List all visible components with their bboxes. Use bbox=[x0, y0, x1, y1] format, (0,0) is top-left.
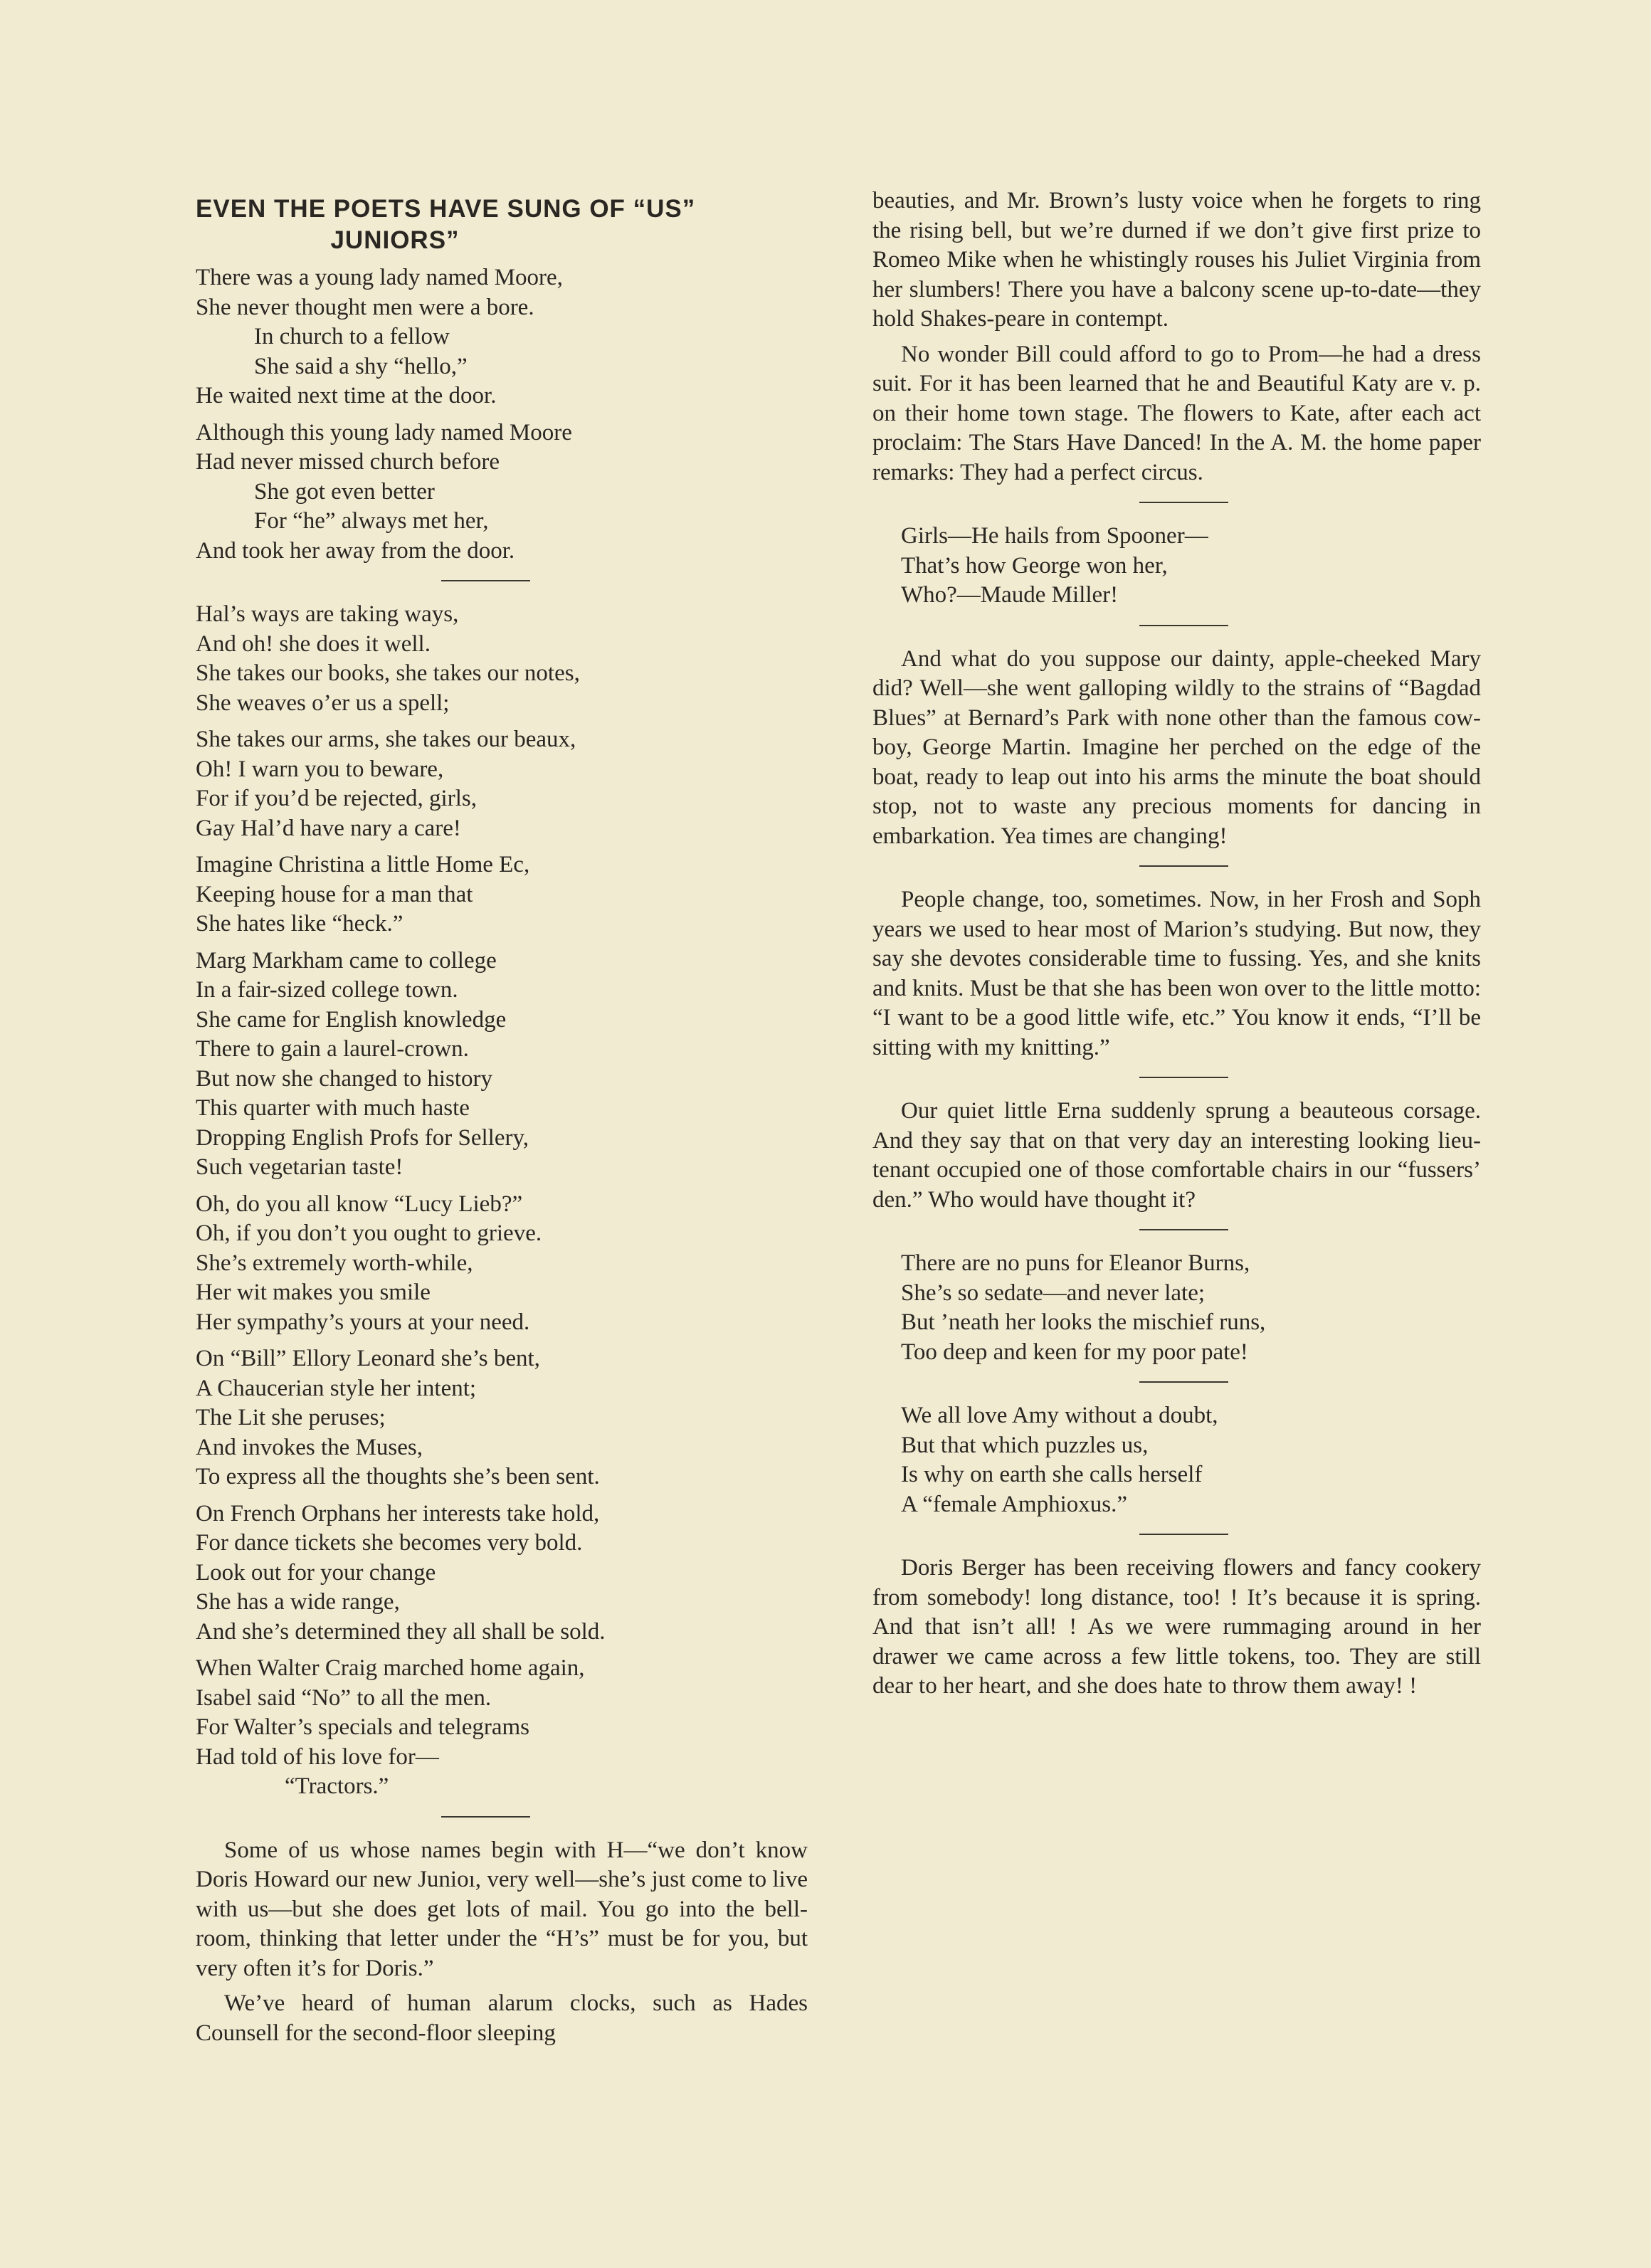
verse-line: Such vegetarian taste! bbox=[196, 1154, 403, 1180]
verse-line: Oh, if you don’t you ought to grieve. bbox=[196, 1220, 542, 1246]
verse-line: For Walter’s specials and telegrams bbox=[196, 1714, 529, 1740]
verse-line: Is why on earth she calls herself bbox=[901, 1462, 1203, 1487]
verse-line: For dance tickets she becomes very bold. bbox=[196, 1530, 583, 1556]
section-title bbox=[196, 194, 808, 256]
christina-poem bbox=[196, 850, 808, 939]
verse-line: Hal’s ways are taking ways, bbox=[196, 601, 459, 627]
verse-line: She takes our books, she takes our notes, bbox=[196, 660, 580, 686]
verse-line: There to gain a laurel-crown. bbox=[196, 1036, 469, 1062]
verse-line: Had never missed church before bbox=[196, 449, 500, 475]
verse-line: Imagine Christina a little Home Ec, bbox=[196, 852, 530, 877]
verse-line: That’s how George won her, bbox=[901, 552, 1168, 579]
alarum-clocks-paragraph: We’ve heard of human alarum clocks, such as Hades Counsell for the second-floor sleeping bbox=[196, 1990, 808, 2046]
verse-line: Her wit makes you smile bbox=[196, 1280, 431, 1305]
verse-line: Who?—Maude Miller! bbox=[901, 582, 1119, 608]
bill-leonard-poem bbox=[196, 1344, 808, 1492]
divider bbox=[441, 580, 530, 581]
verse-line: She has a wide range, bbox=[196, 1589, 400, 1615]
verse-line: She hates like “heck.” bbox=[196, 911, 403, 937]
verse-line: “Tractors.” bbox=[285, 1773, 389, 1799]
verse-line: Girls—He hails from Spooner— bbox=[901, 523, 1208, 549]
verse-line: She never thought men were a bore. bbox=[196, 294, 534, 320]
verse-line: Dropping English Profs for Sellery, bbox=[196, 1124, 529, 1151]
left-column bbox=[196, 186, 808, 2054]
divider bbox=[1139, 1534, 1228, 1535]
eleanor-burns-verse bbox=[872, 1249, 1481, 1367]
verse-line: And invokes the Muses, bbox=[196, 1434, 423, 1460]
verse-line: Oh! I warn you to beware, bbox=[196, 756, 444, 782]
verse-line: Had told of his love for— bbox=[196, 1744, 439, 1770]
verse-line: He waited next time at the door. bbox=[196, 383, 497, 408]
section-title-line1: EVEN THE POETS HAVE SUNG OF “US” bbox=[196, 195, 696, 223]
verse-line: The Lit she peruses; bbox=[196, 1405, 386, 1430]
verse-line: She got even better bbox=[254, 478, 435, 505]
verse-line: This quarter with much haste bbox=[196, 1095, 470, 1121]
verse-line: She takes our arms, she takes our beaux, bbox=[196, 727, 576, 752]
verse-line: She came for English knowledge bbox=[196, 1006, 507, 1033]
mary-paragraph: And what do you suppose our dainty, apple-cheeked Mary did? Well—she went galloping wildly to the strains of “Bagdad Blues” at Bernard’s Park with none other than the famous cow-boy, George Martin. Imagine her perched on the edge of the boat, ready to leap out into his arms the minute the boat should stop, not to waste any precious moments for dancing in embarkation. Yea times are changing! bbox=[872, 645, 1481, 849]
amy-verse bbox=[872, 1401, 1481, 1519]
verse-line: She weaves o’er us a spell; bbox=[196, 690, 450, 716]
divider bbox=[1139, 502, 1228, 503]
section-title-line2: JUNIORS” bbox=[330, 226, 460, 254]
moore-poem-1 bbox=[196, 263, 808, 411]
verse-line: There was a young lady named Moore, bbox=[196, 265, 563, 290]
french-orphans-poem bbox=[196, 1499, 808, 1647]
divider bbox=[1139, 1229, 1228, 1230]
bill-prom-paragraph: No wonder Bill could afford to go to Prom—he had a dress suit. For it has been learned that he and Beautiful Katy are v. p. on their home town stage. The flowers to Kate, after each act proclaim: The Stars Have Danced! In the A. M. the home paper remarks: They had a perfect circus. bbox=[872, 341, 1481, 485]
verse-line: And took her away from the door. bbox=[196, 537, 515, 564]
romeo-mike-paragraph: beauties, and Mr. Brown’s lusty voice when he forgets to ring the rising bell, but we’re durned if we don’t give first prize to Romeo Mike when he whistingly rouses his Juliet Virginia from her slumbers! There you have a balcony scene up-to-date—they hold Shakes-peare in contempt. bbox=[872, 188, 1481, 332]
doris-howard-paragraph: Some of us whose names begin with H—“we don’t know Doris Howard our new Junioı, very well—she’s just come to live with us—but she does get lots of mail. You go into the bell-room, thinking that letter under the “H’s” must be for you, but very often it’s for Doris.” bbox=[196, 1837, 808, 1981]
verse-line: But ’neath her looks the mischief runs, bbox=[901, 1309, 1266, 1335]
verse-line: To express all the thoughts she’s been sent. bbox=[196, 1464, 600, 1489]
verse-line: Keeping house for a man that bbox=[196, 881, 473, 907]
verse-line: She’s extremely worth-while, bbox=[196, 1250, 473, 1276]
verse-line: She’s so sedate—and never late; bbox=[901, 1280, 1206, 1306]
verse-line: A Chaucerian style her intent; bbox=[196, 1375, 477, 1401]
verse-line: And oh! she does it well. bbox=[196, 631, 431, 657]
verse-line: Marg Markham came to college bbox=[196, 947, 497, 974]
verse-line: Gay Hal’d have nary a care! bbox=[196, 815, 461, 841]
verse-line: Oh, do you all know “Lucy Lieb?” bbox=[196, 1191, 523, 1217]
verse-line: Look out for your change bbox=[196, 1559, 436, 1586]
divider bbox=[1139, 865, 1228, 867]
divider bbox=[1139, 625, 1228, 626]
verse-line: On French Orphans her interests take hold, bbox=[196, 1500, 600, 1526]
divider bbox=[1139, 1381, 1228, 1383]
marion-paragraph: People change, too, sometimes. Now, in her Frosh and Soph years we used to hear most of Marion’s studying. But now, they say she devotes considerable time to fussing. Yes, and she knits and knits. Must be that she has been won over to the little motto: “I want to be a good little wife, etc.” You know it ends, “I’ll be sitting with my knitting.” bbox=[872, 887, 1481, 1060]
lucy-poem bbox=[196, 1190, 808, 1338]
verse-line: And she’s determined they all shall be sold. bbox=[196, 1618, 606, 1645]
verse-line: There are no puns for Eleanor Burns, bbox=[901, 1250, 1250, 1276]
verse-line: For “he” always met her, bbox=[254, 508, 489, 534]
divider bbox=[441, 1816, 530, 1818]
verse-line: When Walter Craig marched home again, bbox=[196, 1655, 585, 1681]
right-column bbox=[872, 186, 1481, 1707]
verse-line: Isabel said “No” to all the men. bbox=[196, 1684, 492, 1711]
doris-berger-paragraph: Doris Berger has been receiving flowers and fancy cookery from somebody! long distance, too! ! It’s because it is spring. And that isn’t all! ! As we were rummaging around in her drawer we came across a few little tokens, too. They are still dear to her heart, and she does hate to throw them away! ! bbox=[872, 1555, 1481, 1699]
divider bbox=[1139, 1077, 1228, 1078]
verse-line: On “Bill” Ellory Leonard she’s bent, bbox=[196, 1346, 540, 1371]
verse-line: We all love Amy without a doubt, bbox=[901, 1403, 1218, 1428]
verse-line: For if you’d be rejected, girls, bbox=[196, 786, 477, 811]
erna-paragraph: Our quiet little Erna suddenly sprung a beauteous corsage. And they say that on that very day an interesting looking lieu-tenant occupied one of those comfortable chairs in our “fussers’ den.” Who would have thought it? bbox=[872, 1098, 1481, 1213]
spooner-verse bbox=[872, 522, 1481, 611]
verse-line: Too deep and keen for my poor pate! bbox=[901, 1339, 1248, 1365]
hal-poem-2 bbox=[196, 725, 808, 843]
verse-line: Her sympathy’s yours at your need. bbox=[196, 1309, 530, 1335]
verse-line: But now she changed to history bbox=[196, 1065, 493, 1092]
marg-poem bbox=[196, 946, 808, 1183]
verse-line: A “female Amphioxus.” bbox=[901, 1491, 1128, 1517]
verse-line: In church to a fellow bbox=[254, 324, 450, 349]
verse-line: But that which puzzles us, bbox=[901, 1432, 1149, 1458]
verse-line: In a fair-sized college town. bbox=[196, 977, 458, 1003]
verse-line: She said a shy “hello,” bbox=[254, 353, 468, 379]
hal-poem-1 bbox=[196, 600, 808, 718]
verse-line: Although this young lady named Moore bbox=[196, 419, 572, 445]
walter-craig-poem bbox=[196, 1654, 808, 1802]
moore-poem-2 bbox=[196, 418, 808, 566]
